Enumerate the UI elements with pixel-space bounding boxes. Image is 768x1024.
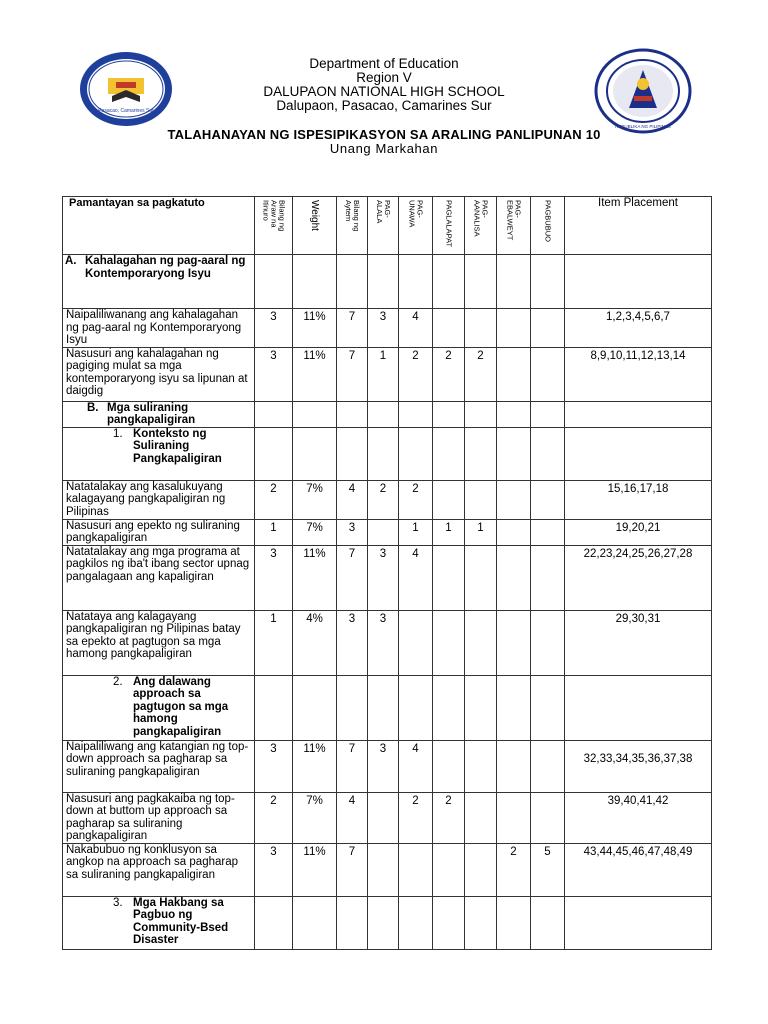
row-weight: 11%	[293, 347, 337, 401]
row-weight: 7%	[293, 519, 337, 545]
row-creating	[531, 480, 565, 519]
row-applying: 2	[433, 792, 465, 843]
row-standard: Natatalakay ang kasalukuyang kalagayang pangkapaligiran ng Pilipinas	[63, 480, 255, 519]
row-understanding: 2	[399, 347, 433, 401]
row-item-placement: 32,33,34,35,36,37,38	[565, 740, 712, 792]
row-weight: 11%	[293, 843, 337, 896]
row-items: 7	[337, 347, 368, 401]
row-creating	[531, 309, 565, 348]
left-logo-bottom-text: Pasacao, Camarines Sur	[98, 108, 154, 114]
table-row	[63, 480, 712, 519]
header-understanding: PAG- UNAWA	[407, 200, 425, 228]
row-evaluating	[497, 610, 531, 675]
row-item-placement: 39,40,41,42	[565, 792, 712, 843]
row-remembering	[368, 843, 399, 896]
row-creating	[531, 792, 565, 843]
row-items: 3	[337, 519, 368, 545]
header-applying: PAGLALAPAT	[444, 200, 454, 248]
row-creating	[531, 347, 565, 401]
row-weight: 7%	[293, 792, 337, 843]
row-item-placement: 19,20,21	[565, 519, 712, 545]
row-items: 3	[337, 610, 368, 675]
row-items: 7	[337, 740, 368, 792]
section-b-title: Mga suliraning pangkapaligiran	[107, 401, 196, 426]
row-weight: 11%	[293, 545, 337, 610]
row-item-placement: 43,44,45,46,47,48,49	[565, 843, 712, 896]
row-remembering: 2	[368, 480, 399, 519]
section-b-marker: B.	[87, 401, 99, 414]
row-understanding: 1	[399, 519, 433, 545]
row-standard: Natatalakay ang mga programa at pagkilos ng iba't ibang sector upnag pangalagaan ang kapaligiran	[63, 545, 255, 610]
header-creating: PAGBUBUO	[543, 200, 553, 242]
table-row	[63, 545, 712, 610]
subsection-2-title: Ang dalawang approach sa pagtugon sa mga hamong pangkapaligiran	[133, 675, 229, 738]
row-understanding	[399, 843, 433, 896]
row-understanding: 4	[399, 309, 433, 348]
row-weight: 7%	[293, 480, 337, 519]
row-analyzing	[465, 480, 497, 519]
row-evaluating	[497, 519, 531, 545]
header-standard: Pamantayan sa pagkatuto	[63, 197, 255, 255]
row-applying	[433, 480, 465, 519]
header-evaluating: PAG- EBALWEYT	[505, 200, 523, 241]
row-applying	[433, 545, 465, 610]
document-subtitle: Unang Markahan	[329, 141, 439, 156]
row-creating	[531, 519, 565, 545]
row-days: 3	[255, 740, 293, 792]
table-row	[63, 347, 712, 401]
row-standard: Nasusuri ang epekto ng suliraning pangkapaligiran	[63, 519, 255, 545]
subsection-1-marker: 1.	[113, 427, 123, 440]
subsection-3-title: Mga Hakbang sa Pagbuo ng Community-Bsed Disaster	[133, 896, 229, 946]
row-weight: 11%	[293, 309, 337, 348]
right-logo-bottom-text: REPUBLIKA NG PILIPINAS	[615, 124, 671, 129]
row-understanding: 4	[399, 740, 433, 792]
row-days: 3	[255, 309, 293, 348]
row-days: 2	[255, 480, 293, 519]
subsection-2-marker: 2.	[113, 675, 123, 688]
header-weight: Weight	[309, 200, 320, 231]
header-days-taught: Bilang ng Araw na Itinuro	[261, 200, 287, 232]
row-evaluating	[497, 740, 531, 792]
row-items: 7	[337, 309, 368, 348]
row-analyzing: 1	[465, 519, 497, 545]
row-days: 3	[255, 843, 293, 896]
document-title: TALAHANAYAN NG ISPESIPIKASYON SA ARALING PANLIPUNAN 10	[167, 127, 601, 142]
row-standard: Nasusuri ang pagkakaiba ng top-down at buttom up approach sa pagharap sa suliraning pangkapaligiran	[63, 792, 255, 843]
row-understanding	[399, 610, 433, 675]
specification-table	[62, 196, 712, 950]
row-items: 4	[337, 480, 368, 519]
subsection-row-1	[63, 427, 712, 480]
header-item-count: Bilang ng Aytem	[344, 200, 361, 232]
row-remembering	[368, 792, 399, 843]
row-understanding: 4	[399, 545, 433, 610]
header-region: Region V	[356, 70, 412, 85]
row-standard: Naipaliliwang ang katangian ng top-down approach sa pagharap sa suliraning pangkapaligiran	[63, 740, 255, 792]
row-standard: Nasusuri ang kahalagahan ng pagiging mulat sa mga kontemporaryong isyu sa lipunan at daigdig	[63, 347, 255, 401]
table-row	[63, 309, 712, 348]
row-standard: Nakabubuo ng konklusyon sa angkop na approach sa pagharap sa suliraning pangkapaligiran	[63, 843, 255, 896]
row-item-placement: 29,30,31	[565, 610, 712, 675]
row-days: 1	[255, 519, 293, 545]
header-address: Dalupaon, Pasacao, Camarines Sur	[276, 98, 492, 113]
row-days: 2	[255, 792, 293, 843]
row-evaluating	[497, 309, 531, 348]
subsection-3-marker: 3.	[113, 896, 123, 909]
header-analyzing: PAG- AANALISA	[472, 200, 490, 237]
row-item-placement: 1,2,3,4,5,6,7	[565, 309, 712, 348]
row-remembering: 3	[368, 610, 399, 675]
table-row	[63, 843, 712, 896]
row-applying	[433, 740, 465, 792]
row-creating	[531, 610, 565, 675]
row-weight: 4%	[293, 610, 337, 675]
row-analyzing	[465, 545, 497, 610]
section-row-a	[63, 255, 712, 309]
row-analyzing: 2	[465, 347, 497, 401]
header-item-placement: Item Placement	[565, 197, 712, 255]
row-evaluating	[497, 347, 531, 401]
row-remembering	[368, 519, 399, 545]
table-row	[63, 792, 712, 843]
row-days: 1	[255, 610, 293, 675]
header-remembering: PAG- ALALA	[375, 200, 392, 224]
row-analyzing	[465, 843, 497, 896]
row-analyzing	[465, 309, 497, 348]
table-header-row	[63, 197, 712, 255]
row-analyzing	[465, 610, 497, 675]
row-items: 4	[337, 792, 368, 843]
row-creating	[531, 740, 565, 792]
table-row	[63, 519, 712, 545]
row-standard: Natataya ang kalagayang pangkapaligiran ng Pilipinas batay sa epekto at pagtugon sa mga hamong pangkapaligiran	[63, 610, 255, 675]
row-applying	[433, 843, 465, 896]
row-applying: 1	[433, 519, 465, 545]
subsection-row-2	[63, 675, 712, 740]
header-department: Department of Education	[309, 56, 459, 71]
row-creating	[531, 545, 565, 610]
row-applying: 2	[433, 347, 465, 401]
row-item-placement: 15,16,17,18	[565, 480, 712, 519]
subsection-1-title: Konteksto ng Suliraning Pangkapaligiran	[133, 427, 222, 465]
row-evaluating	[497, 480, 531, 519]
table-row	[63, 610, 712, 675]
row-items: 7	[337, 843, 368, 896]
header-school-name: DALUPAON NATIONAL HIGH SCHOOL	[263, 84, 505, 99]
row-understanding: 2	[399, 792, 433, 843]
row-remembering: 3	[368, 545, 399, 610]
section-a-title: Kahalagahan ng pag-aaral ng Kontemporaryong Isyu	[85, 255, 246, 280]
row-item-placement: 8,9,10,11,12,13,14	[565, 347, 712, 401]
table-row	[63, 740, 712, 792]
section-row-b	[63, 401, 712, 427]
row-analyzing	[465, 740, 497, 792]
row-standard: Naipaliliwanang ang kahalagahan ng pag-aaral ng Kontemporaryong Isyu	[63, 309, 255, 348]
row-evaluating	[497, 545, 531, 610]
row-remembering: 3	[368, 740, 399, 792]
row-days: 3	[255, 347, 293, 401]
row-applying	[433, 610, 465, 675]
row-evaluating: 2	[497, 843, 531, 896]
row-understanding: 2	[399, 480, 433, 519]
row-evaluating	[497, 792, 531, 843]
row-days: 3	[255, 545, 293, 610]
row-creating: 5	[531, 843, 565, 896]
row-item-placement: 22,23,24,25,26,27,28	[565, 545, 712, 610]
row-applying	[433, 309, 465, 348]
row-items: 7	[337, 545, 368, 610]
row-remembering: 3	[368, 309, 399, 348]
section-a-marker: A.	[65, 255, 77, 267]
row-remembering: 1	[368, 347, 399, 401]
subsection-row-3	[63, 896, 712, 949]
row-analyzing	[465, 792, 497, 843]
row-weight: 11%	[293, 740, 337, 792]
